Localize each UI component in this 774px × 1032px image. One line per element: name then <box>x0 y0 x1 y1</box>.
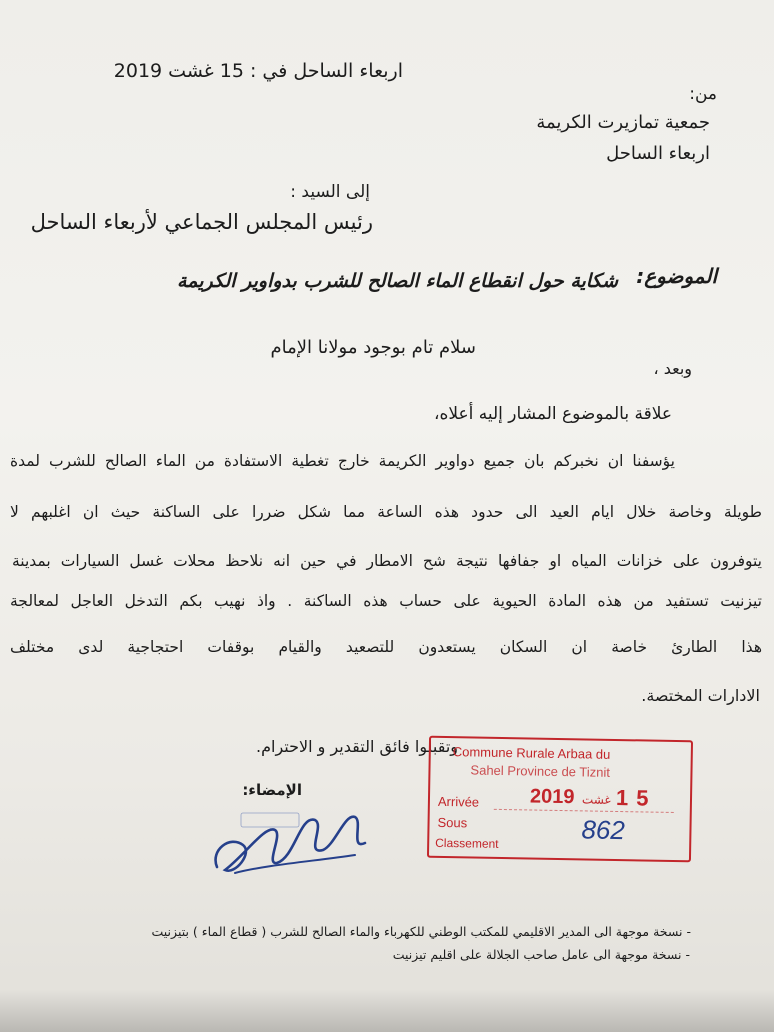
reception-stamp <box>427 736 693 863</box>
greeting: سلام تام بوجود مولانا الإمام <box>270 337 476 358</box>
stamp-arrivee-label: Arrivée <box>437 793 480 810</box>
recipient-title: رئيس المجلس الجماعي لأربعاء الساحل <box>30 210 373 234</box>
copy-line: - نسخة موجهة الى عامل صاحب الجلالة على اقليم تيزنيت <box>392 947 690 962</box>
subject-label: الموضوع: <box>636 264 717 288</box>
stamp-year: 2019 <box>529 785 575 809</box>
stamp-classement-label: Classement <box>435 835 499 851</box>
to-label: إلى السيد : <box>290 182 370 202</box>
signature-label: الإمضاء: <box>242 781 302 799</box>
stamp-registration-number: 862 <box>581 814 626 846</box>
body-line: هذا الطارئ خاصة ان السكان يستعدون للتصعيد والقيام بوقفات احتجاجية لدى مختلف <box>10 638 762 656</box>
body-line: الادارات المختصة. <box>641 686 760 705</box>
stamp-day: 15 <box>615 784 657 811</box>
body-line: طويلة وخاصة خلال ايام العيد الى حدود هذه الساعة مما شكل ضررا على الساكنة حيث ان اغلبهم لا <box>10 503 762 521</box>
after-greeting: وبعد ، <box>653 359 692 378</box>
date-line: اربعاء الساحل في : 15 غشت 2019 <box>113 60 403 82</box>
page-shadow <box>0 990 774 1032</box>
copy-line: - نسخة موجهة الى المدير الاقليمي للمكتب الوطني للكهرباء والماء الصالح للشرب ( قطاع الماء ) بتيزنيت <box>151 924 691 939</box>
from-label: من: <box>689 84 717 104</box>
body-line: يتوفرون على خزانات المياه او جفافها نتيجة شح الامطار في حين انه نلاحظ محلات غسل السيارات بمدينة <box>12 552 762 570</box>
signature <box>205 795 375 885</box>
body-line: تيزنيت تستفيد من هذه المادة الحيوية على حساب هذه الساكنة . واذ نهيب بكم التدخل العاجل لمعالجة <box>10 592 762 610</box>
subject-text: شكاية حول انقطاع الماء الصالح للشرب بدواوير الكريمة <box>177 270 618 292</box>
organization-name: جمعية تمازيرت الكريمة <box>536 112 710 133</box>
stamp-line-2: Sahel Province de Tiznit <box>470 762 611 780</box>
closing-line: وتقبلوا فائق التقدير و الاحترام. <box>256 737 458 756</box>
stamp-month: غشت <box>581 792 611 807</box>
reference-line: علاقة بالموضوع المشار إليه أعلاه، <box>433 404 672 424</box>
stamp-line-1: Commune Rurale Arbaa du <box>452 744 611 762</box>
organization-place: اربعاء الساحل <box>606 143 710 164</box>
stamp-sous-label: Sous <box>437 814 468 831</box>
body-line: يؤسفنا ان نخبركم بان جميع دواوير الكريمة خارج تغطية الاستفادة من الماء الصالح للشرب لمدة <box>10 452 675 470</box>
